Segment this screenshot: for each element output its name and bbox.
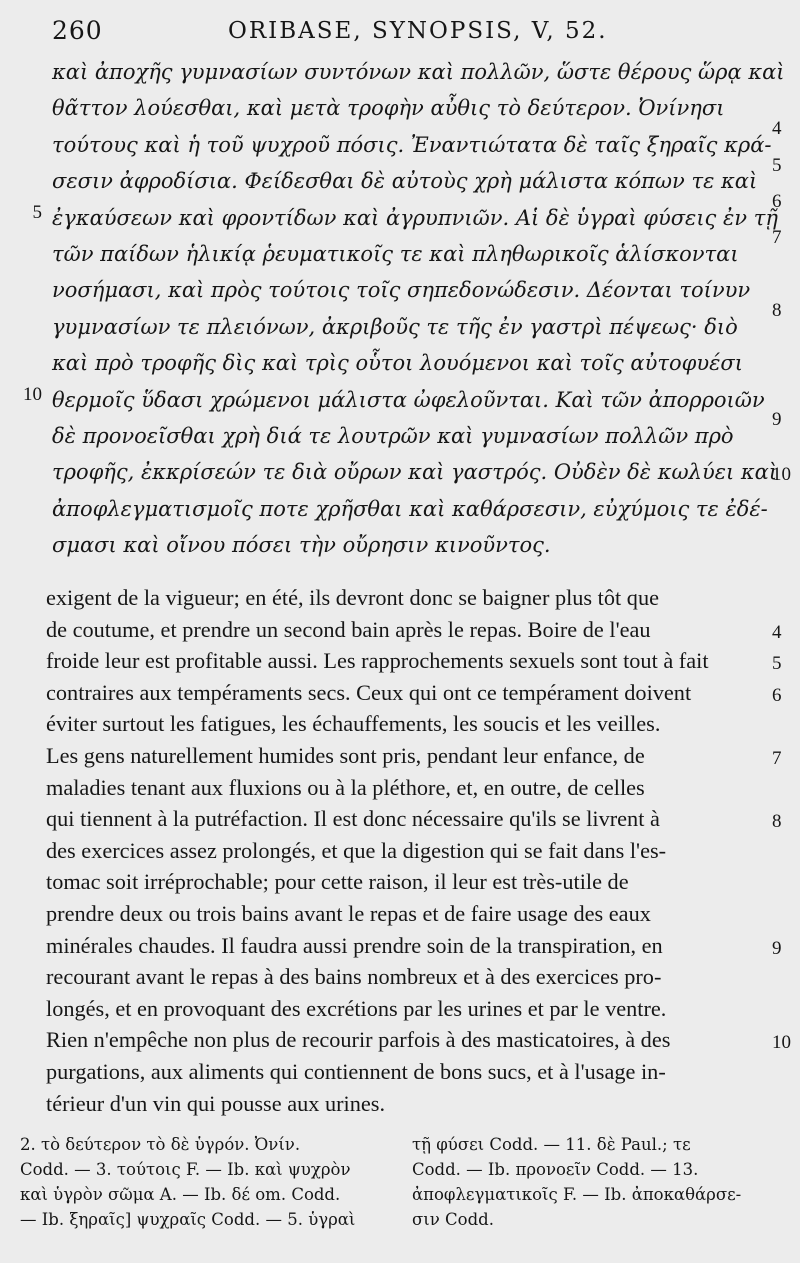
french-line-number-right: 6 xyxy=(772,684,782,706)
greek-text-line: ἐγκαύσεων καὶ φροντίδων καὶ ἀγρυπνιῶν. Αἱ δὲ ὑγραὶ φύσεις ἐν τῇ xyxy=(52,205,778,230)
french-translation-block xyxy=(46,582,766,1119)
french-text-line: tomac soit irréprochable; pour cette raison, il leur est très-utile de xyxy=(46,869,629,895)
apparatus-line: — Ib. ξηραῖς] ψυχραῖς Codd. — 5. ὑγραὶ xyxy=(20,1210,356,1229)
greek-text-line: δὲ προνοεῖσθαι χρὴ διά τε λουτρῶν καὶ γυμνασίων πολλῶν πρὸ xyxy=(52,424,734,449)
apparatus-column-right xyxy=(412,1132,782,1232)
greek-text-line: σμασι καὶ οἴνου πόσει τὴν οὔρησιν κινοῦντος. xyxy=(52,533,551,558)
apparatus-line: τῇ φύσει Codd. — 11. δὲ Paul.; τε xyxy=(412,1135,691,1154)
greek-text-line: νοσήμασι, καὶ πρὸς τούτοις τοῖς σηπεδονώδεσιν. Δέονται τοίνυν xyxy=(52,278,751,303)
french-text-line: de coutume, et prendre un second bain après le repas. Boire de l'eau xyxy=(46,616,651,642)
apparatus-line: 2. τὸ δεύτερον τὸ δὲ ὑγρόν. Ὀνίν. xyxy=(20,1135,301,1154)
apparatus-line: καὶ ὑγρὸν σῶμα A. — Ib. δέ om. Codd. xyxy=(20,1185,341,1204)
french-text-line: prendre deux ou trois bains avant le repas et de faire usage des eaux xyxy=(46,900,651,926)
french-line-number-right: 10 xyxy=(772,1032,791,1054)
french-text-line: térieur d'un vin qui pousse aux urines. xyxy=(46,1090,386,1116)
greek-text-line: σεσιν ἀφροδίσια. Φείδεσθαι δὲ αὐτοὺς χρὴ μάλιστα κόπων τε καὶ xyxy=(52,169,758,194)
greek-text-line: θερμοῖς ὕδασι χρώμενοι μάλιστα ὠφελοῦνται. Καὶ τῶν ἀπορροιῶν xyxy=(52,387,765,412)
french-text-line: exigent de la vigueur; en été, ils devront donc se baigner plus tôt que xyxy=(46,585,659,610)
running-title: ORIBASE, SYNOPSIS, V, 52. xyxy=(228,18,608,44)
apparatus-line: Codd. — 3. τούτοις F. — Ib. καὶ ψυχρὸν xyxy=(20,1160,351,1179)
apparatus-column-left xyxy=(20,1132,390,1232)
greek-line-number-right: 7 xyxy=(772,227,782,249)
french-text-line: Rien n'empêche non plus de recourir parfois à des masticatoires, à des xyxy=(46,1027,671,1053)
greek-text-line: τούτους καὶ ἡ τοῦ ψυχροῦ πόσις. Ἐναντιώτατα δὲ ταῖς ξηραῖς κρά- xyxy=(52,132,772,157)
greek-line-number-left: 5 xyxy=(32,202,42,223)
greek-text-line: καὶ ἀποχῆς γυμνασίων συντόνων καὶ πολλῶν, ὥστε θέρους ὥρᾳ καὶ xyxy=(52,60,785,84)
french-text-line: longés, et en provoquant des excrétions par les urines et par le ventre. xyxy=(46,995,667,1021)
greek-text-line: θᾶττον λούεσθαι, καὶ μετὰ τροφὴν αὖθις τὸ δεύτερον. Ὀνίνησι xyxy=(52,96,725,121)
french-text-line: maladies tenant aux fluxions ou à la pléthore, et, en outre, de celles xyxy=(46,774,645,800)
greek-text-line: γυμνασίων τε πλειόνων, ἀκριβοῦς τε τῆς ἐν γαστρὶ πέψεως· διὸ xyxy=(52,314,738,339)
french-line-number-right: 8 xyxy=(772,811,782,833)
critical-apparatus xyxy=(0,1132,800,1257)
apparatus-line: σιν Codd. xyxy=(412,1210,494,1229)
greek-text-line: τροφῆς, ἐκκρίσεών τε διὰ οὔρων καὶ γαστρός. Οὐδὲν δὲ κωλύει καὶ xyxy=(52,460,778,485)
french-text-line: éviter surtout les fatigues, les échauffements, les soucis et les veilles. xyxy=(46,711,661,737)
greek-line-number-right: 8 xyxy=(772,300,782,322)
greek-line-number-right: 9 xyxy=(772,409,782,431)
french-line-number-right: 5 xyxy=(772,653,782,675)
greek-text-line: καὶ πρὸ τροφῆς δὶς καὶ τρὶς οὗτοι λουόμενοι καὶ τοῖς αὐτοφυέσι xyxy=(52,351,743,376)
greek-line-number-right: 6 xyxy=(772,191,782,213)
page-header xyxy=(0,8,800,48)
french-text-line: Les gens naturellement humides sont pris, pendant leur enfance, de xyxy=(46,742,645,768)
french-text-line: purgations, aux aliments qui contiennent de bons sucs, et à l'usage in- xyxy=(46,1058,666,1084)
greek-line-number-right: 5 xyxy=(772,154,782,176)
greek-line-number-right: 4 xyxy=(772,118,782,140)
apparatus-line: ἀποφλεγματικοῖς F. — Ib. ἀποκαθάρσε- xyxy=(412,1185,742,1204)
page-number: 260 xyxy=(52,16,103,45)
french-line-number-right: 7 xyxy=(772,748,782,769)
greek-text-line: ἀποφλεγματισμοῖς ποτε χρῆσθαι καὶ καθάρσεσιν, εὐχύμοις τε ἐδέ- xyxy=(52,496,768,521)
greek-text-line: τῶν παίδων ἡλικίᾳ ῥευματικοῖς τε καὶ πληθωρικοῖς ἁλίσκονται xyxy=(52,242,739,267)
greek-line-number-left: 10 xyxy=(23,384,42,405)
greek-line-number-right: 10 xyxy=(772,464,791,486)
french-text-line: froide leur est profitable aussi. Les rapprochements sexuels sont tout à fait xyxy=(46,648,709,674)
french-line-number-right: 9 xyxy=(772,937,782,959)
french-line-number-right: 4 xyxy=(772,621,782,643)
french-text-line: recourant avant le repas à des bains nombreux et à des exercices pro- xyxy=(46,964,662,990)
french-text-line: contraires aux tempéraments secs. Ceux qui ont ce tempérament doivent xyxy=(46,679,692,705)
french-text-line: minérales chaudes. Il faudra aussi prendre soin de la transpiration, en xyxy=(46,932,663,958)
french-text-line: des exercices assez prolongés, et que la digestion qui se fait dans l'es- xyxy=(46,837,667,863)
apparatus-line: Codd. — Ib. προνοεῖν Codd. — 13. xyxy=(412,1160,699,1179)
french-text-line: qui tiennent à la putréfaction. Il est donc nécessaire qu'ils se livrent à xyxy=(46,806,660,832)
